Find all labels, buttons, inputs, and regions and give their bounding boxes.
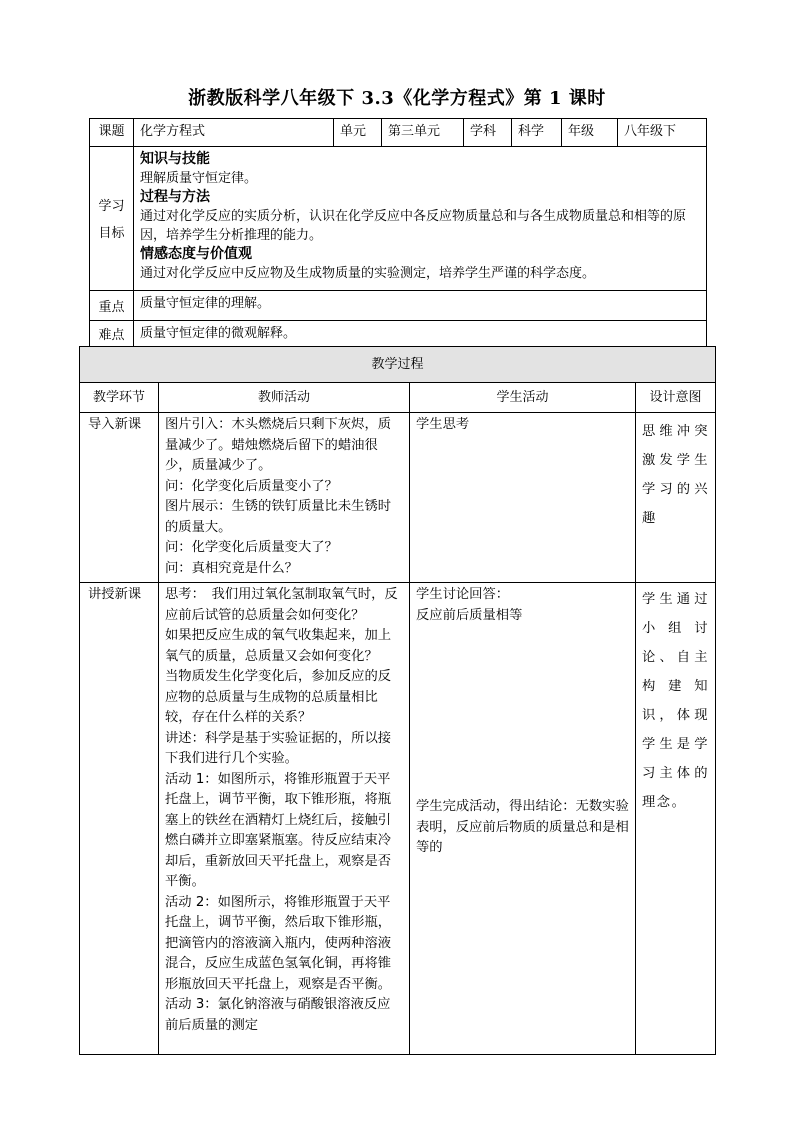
teacher-line: 图片展示：生锈的铁钉质量比未生锈时的质量大。 (165, 499, 392, 535)
teacher-line: 问：化学变化后质量变小了？ (165, 478, 338, 494)
teacher-line: 活动 2：如图所示，将锥形瓶置于天平托盘上，调节平衡，然后取下锥形瓶，把滴管内的溶液滴入瓶内，使两种溶液混合，反应生成蓝色氢氧化铜，再将锥形瓶放回天平托盘上，观察是否平衡。 (165, 894, 392, 992)
student-line: 学生讨论回答： (416, 587, 510, 602)
process-row-intro (80, 413, 716, 583)
goals-label-line2: 目标 (98, 226, 125, 241)
difficulty-text: 质量守恒定律的微观解释。 (134, 321, 707, 347)
teacher-line: 思考： 我们用过氧化氢制取氧气时，反应前后试管的总质量会如何变化？ (165, 587, 398, 623)
teacher-line: 活动 3：氯化钠溶液与硝酸银溶液反应前后质量的测定 (165, 997, 391, 1033)
teacher-line: 讲述：科学是基于实验证据的，所以接下我们进行几个实验。 (165, 730, 392, 766)
key-row (90, 291, 707, 321)
page-title: 浙教版科学八年级下 3.3《化学方程式》第 1 课时 (188, 88, 606, 109)
teacher-activity-new (159, 583, 410, 1055)
goals-content (134, 147, 707, 291)
process-title-row (80, 347, 716, 383)
intent-intro: 思维冲突激发学生学习的兴趣 (636, 413, 716, 583)
teacher-activity-intro (159, 413, 410, 583)
student-activity-intro (410, 413, 636, 583)
teacher-line: 活动 1：如图所示，将锥形瓶置于天平托盘上，调节平衡，取下锥形瓶，将瓶塞上的铁丝在酒精灯上烧红后，接触引燃白磷并立即塞紧瓶塞。待反应结束冷却后，重新放回天平托盘上，观察是否平衡。 (165, 771, 392, 889)
key-text: 质量守恒定律的理解。 (134, 291, 707, 321)
topic-label: 课题 (90, 119, 134, 147)
student-line: 学生思考 (416, 417, 470, 432)
goal-heading-knowledge: 知识与技能 (140, 151, 210, 167)
goal-heading-method: 过程与方法 (140, 189, 210, 205)
subject-label: 学科 (464, 119, 512, 147)
teacher-line: 问：真相究竟是什么？ (165, 560, 298, 576)
process-header-row (80, 383, 716, 413)
stage-new: 讲授新课 (80, 583, 159, 1055)
intent-new: 学生通过小组讨论、自主构建知识，体现学生是学习主体的理念。 (636, 583, 716, 1055)
student-conclusion: 学生完成活动，得出结论：无数实验表明，反应前后物质的质量总和是相等的 (416, 799, 629, 855)
difficulty-label: 难点 (90, 321, 134, 347)
teacher-line: 如果把反应生成的氧气收集起来，加上氧气的质量，总质量又会如何变化？ (165, 628, 392, 664)
grade-label: 年级 (562, 119, 618, 147)
header-student: 学生活动 (410, 383, 636, 413)
goals-label-line1: 学习 (98, 199, 125, 214)
goal-heading-attitude: 情感态度与价值观 (140, 246, 252, 262)
unit-label: 单元 (334, 119, 382, 147)
header-stage: 教学环节 (80, 383, 159, 413)
student-line: 反应前后质量相等 (416, 607, 523, 623)
goal-text-method: 通过对化学反应的实质分析，认识在化学反应中各反应物质量总和与各生成物质量总和相等的原因，培养学生分析推理的能力。 (140, 209, 687, 243)
difficulty-row (90, 321, 707, 347)
teacher-line: 图片引入：木头燃烧后只剩下灰烬，质量减少了。蜡烛燃烧后留下的蜡油很少，质量减少了。 (165, 417, 392, 473)
teaching-process-table (79, 346, 716, 1055)
student-activity-new (410, 583, 636, 1055)
stage-intro: 导入新课 (80, 413, 159, 583)
goal-text-knowledge: 理解质量守恒定律。 (140, 171, 258, 186)
teacher-line: 问：化学变化后质量变大了？ (165, 540, 338, 555)
grade-value: 八年级下 (618, 119, 707, 147)
lesson-info-table (89, 118, 707, 347)
key-label: 重点 (90, 291, 134, 321)
goals-label (90, 147, 134, 291)
header-intent: 设计意图 (636, 383, 716, 413)
goal-text-attitude: 通过对化学反应中反应物及生成物质量的实验测定，培养学生严谨的科学态度。 (140, 266, 596, 281)
teacher-line: 当物质发生化学变化后，参加反应的反应物的总质量与生成物的总质量相比较，存在什么样的关系？ (165, 669, 392, 725)
info-row (90, 119, 707, 147)
process-row-new (80, 583, 716, 1055)
subject-value: 科学 (512, 119, 562, 147)
process-title: 教学过程 (80, 347, 716, 383)
unit-value: 第三单元 (382, 119, 464, 147)
topic-value: 化学方程式 (134, 119, 334, 147)
header-teacher: 教师活动 (159, 383, 410, 413)
goals-row (90, 147, 707, 291)
